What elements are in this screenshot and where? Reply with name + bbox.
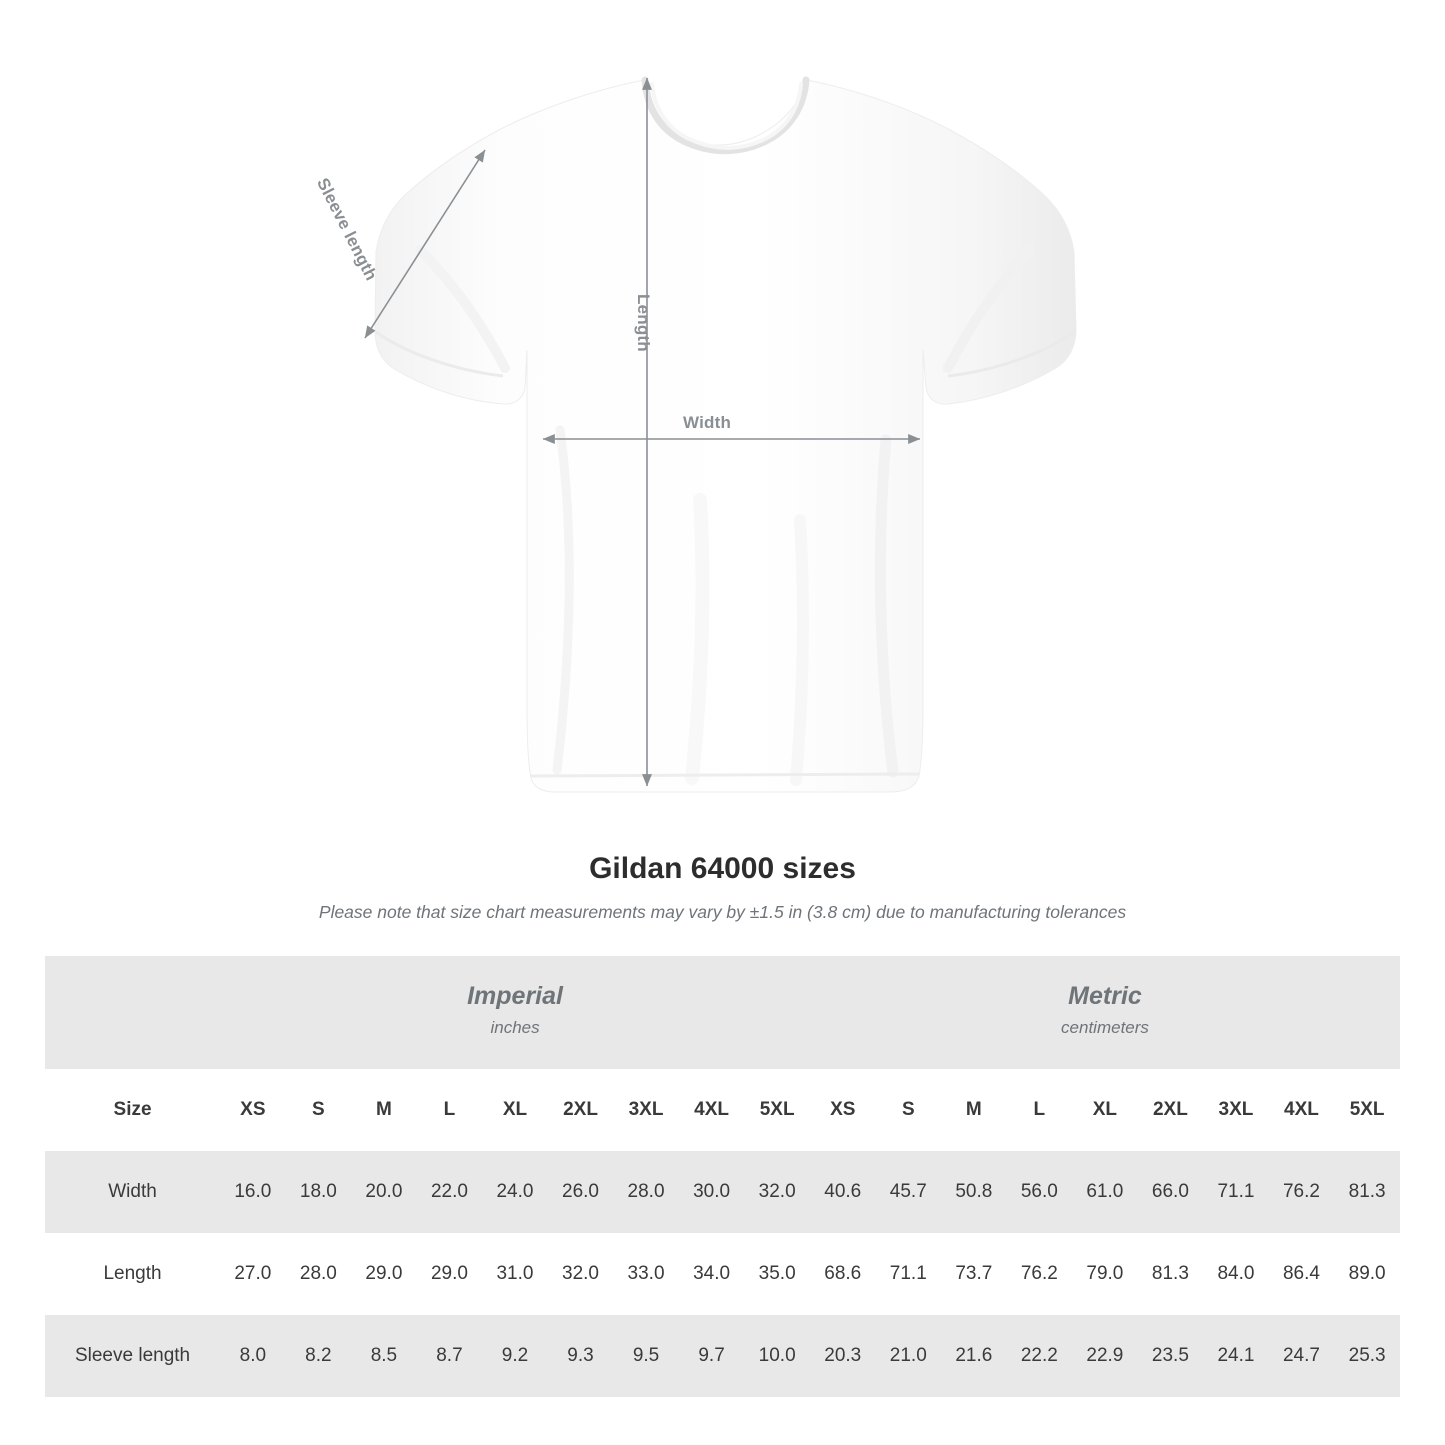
cell-sleeve-3xl-cm: 24.1 [1203, 1315, 1269, 1397]
column-header-size-m-in: M [351, 1069, 417, 1151]
column-header-size-3xl-in: 3XL [613, 1069, 679, 1151]
cell-length-5xl-cm: 89.0 [1334, 1233, 1400, 1315]
cell-sleeve-5xl-in: 10.0 [744, 1315, 810, 1397]
sleeve-length-label: Sleeve length [313, 175, 381, 284]
metric-name: Metric [1068, 981, 1142, 1010]
cell-length-4xl-cm: 86.4 [1269, 1233, 1335, 1315]
cell-length-2xl-cm: 81.3 [1138, 1233, 1204, 1315]
cell-sleeve-s-cm: 21.0 [876, 1315, 942, 1397]
column-header-size-l-in: L [417, 1069, 483, 1151]
imperial-name: Imperial [467, 981, 563, 1010]
column-header-size-xs-cm: XS [810, 1069, 876, 1151]
column-header-size-3xl-cm: 3XL [1203, 1069, 1269, 1151]
column-header-size-s-in: S [286, 1069, 352, 1151]
cell-width-s-in: 18.0 [286, 1151, 352, 1233]
shirt-body-shape [375, 80, 1076, 792]
cell-sleeve-2xl-cm: 23.5 [1138, 1315, 1204, 1397]
cell-length-3xl-in: 33.0 [613, 1233, 679, 1315]
column-header-size-5xl-in: 5XL [744, 1069, 810, 1151]
cell-length-l-cm: 76.2 [1007, 1233, 1073, 1315]
cell-sleeve-m-cm: 21.6 [941, 1315, 1007, 1397]
cell-sleeve-xl-in: 9.2 [482, 1315, 548, 1397]
cell-width-4xl-cm: 76.2 [1269, 1151, 1335, 1233]
cell-width-4xl-in: 30.0 [679, 1151, 745, 1233]
unit-header-spacer [45, 956, 220, 1069]
column-header-size-2xl-in: 2XL [548, 1069, 614, 1151]
table-row [45, 1315, 1400, 1397]
cell-width-xs-in: 16.0 [220, 1151, 286, 1233]
cell-sleeve-2xl-in: 9.3 [548, 1315, 614, 1397]
cell-sleeve-m-in: 8.5 [351, 1315, 417, 1397]
length-label: Length [634, 294, 653, 352]
cell-length-s-cm: 71.1 [876, 1233, 942, 1315]
cell-width-5xl-in: 32.0 [744, 1151, 810, 1233]
cell-width-2xl-cm: 66.0 [1138, 1151, 1204, 1233]
column-header-size-4xl-cm: 4XL [1269, 1069, 1335, 1151]
cell-sleeve-l-in: 8.7 [417, 1315, 483, 1397]
cell-width-2xl-in: 26.0 [548, 1151, 614, 1233]
row-label-width: Width [45, 1151, 220, 1233]
cell-width-s-cm: 45.7 [876, 1151, 942, 1233]
unit-header-imperial [220, 956, 810, 1069]
cell-width-l-cm: 56.0 [1007, 1151, 1073, 1233]
imperial-sub: inches [490, 1017, 540, 1037]
width-label: Width [683, 413, 732, 432]
metric-sub: centimeters [1061, 1017, 1149, 1037]
column-header-size-xl-in: XL [482, 1069, 548, 1151]
cell-length-s-in: 28.0 [286, 1233, 352, 1315]
cell-length-m-cm: 73.7 [941, 1233, 1007, 1315]
cell-sleeve-xs-cm: 20.3 [810, 1315, 876, 1397]
cell-length-4xl-in: 34.0 [679, 1233, 745, 1315]
cell-length-xs-cm: 68.6 [810, 1233, 876, 1315]
cell-length-3xl-cm: 84.0 [1203, 1233, 1269, 1315]
row-label-sleeve-length: Sleeve length [45, 1315, 220, 1397]
cell-width-m-cm: 50.8 [941, 1151, 1007, 1233]
cell-width-xl-cm: 61.0 [1072, 1151, 1138, 1233]
cell-sleeve-4xl-cm: 24.7 [1269, 1315, 1335, 1397]
row-label-length: Length [45, 1233, 220, 1315]
tolerance-note: Please note that size chart measurements may vary by ±1.5 in (3.8 cm) due to manufacturing tolerances [318, 902, 1127, 922]
cell-length-xl-in: 31.0 [482, 1233, 548, 1315]
cell-length-2xl-in: 32.0 [548, 1233, 614, 1315]
cell-length-xs-in: 27.0 [220, 1233, 286, 1315]
column-header-size-2xl-cm: 2XL [1138, 1069, 1204, 1151]
cell-sleeve-xs-in: 8.0 [220, 1315, 286, 1397]
column-header-size-5xl-cm: 5XL [1334, 1069, 1400, 1151]
column-header-size-4xl-in: 4XL [679, 1069, 745, 1151]
size-header-row [45, 1069, 1400, 1151]
column-header-size-l-cm: L [1007, 1069, 1073, 1151]
cell-width-l-in: 22.0 [417, 1151, 483, 1233]
cell-sleeve-4xl-in: 9.7 [679, 1315, 745, 1397]
cell-sleeve-l-cm: 22.2 [1007, 1315, 1073, 1397]
column-header-size-xs-in: XS [220, 1069, 286, 1151]
cell-sleeve-xl-cm: 22.9 [1072, 1315, 1138, 1397]
table-row [45, 1151, 1400, 1233]
page-title: Gildan 64000 sizes [589, 852, 856, 885]
column-header-size-m-cm: M [941, 1069, 1007, 1151]
column-header-size-xl-cm: XL [1072, 1069, 1138, 1151]
cell-width-5xl-cm: 81.3 [1334, 1151, 1400, 1233]
cell-sleeve-3xl-in: 9.5 [613, 1315, 679, 1397]
cell-width-xl-in: 24.0 [482, 1151, 548, 1233]
cell-sleeve-s-in: 8.2 [286, 1315, 352, 1397]
column-header-size: Size [45, 1069, 220, 1151]
cell-width-3xl-cm: 71.1 [1203, 1151, 1269, 1233]
size-table [45, 956, 1400, 1397]
cell-width-3xl-in: 28.0 [613, 1151, 679, 1233]
size-table-wrapper [45, 956, 1400, 1397]
unit-header-row [45, 956, 1400, 1069]
cell-length-m-in: 29.0 [351, 1233, 417, 1315]
table-row [45, 1233, 1400, 1315]
cell-sleeve-5xl-cm: 25.3 [1334, 1315, 1400, 1397]
cell-width-m-in: 20.0 [351, 1151, 417, 1233]
cell-length-l-in: 29.0 [417, 1233, 483, 1315]
cell-length-5xl-in: 35.0 [744, 1233, 810, 1315]
cell-length-xl-cm: 79.0 [1072, 1233, 1138, 1315]
cell-width-xs-cm: 40.6 [810, 1151, 876, 1233]
column-header-size-s-cm: S [876, 1069, 942, 1151]
unit-header-metric [810, 956, 1400, 1069]
